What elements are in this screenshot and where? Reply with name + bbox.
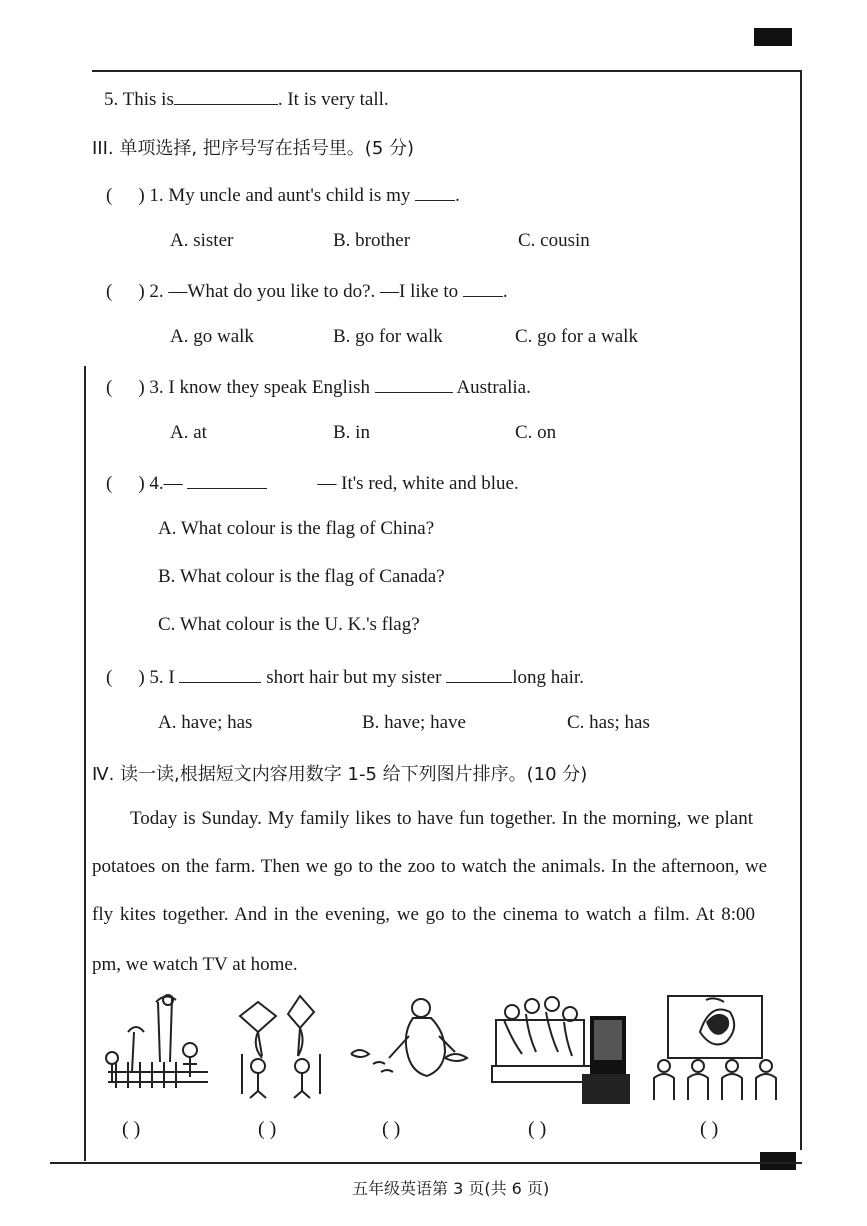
fill-question-5-before: 5. This is xyxy=(104,89,174,110)
mc-question-2-text: ) 2. —What do you like to do?. —I like to xyxy=(138,281,459,302)
planting-potatoes-picture xyxy=(343,996,478,1092)
option-2c[interactable]: C. go for a walk xyxy=(515,326,638,347)
mc-question-2-tail: . xyxy=(502,281,508,302)
mc-question-5-tail: long hair. xyxy=(512,667,584,688)
picture-1-answer[interactable]: ( ) xyxy=(122,1118,141,1140)
open-paren: ( xyxy=(106,473,113,494)
passage-line-4: pm, we watch TV at home. xyxy=(92,954,298,975)
option-4a[interactable]: A. What colour is the flag of China? xyxy=(158,518,435,539)
option-1c[interactable]: C. cousin xyxy=(518,230,590,251)
answer-blank[interactable] xyxy=(187,470,267,489)
mc-question-5 xyxy=(106,664,584,689)
option-4c[interactable]: C. What colour is the U. K.'s flag? xyxy=(158,614,420,635)
mc-question-1 xyxy=(106,182,460,207)
mc-question-5-mid: short hair but my sister xyxy=(266,667,442,688)
picture-2-answer[interactable]: ( ) xyxy=(258,1118,277,1140)
passage-line-3: fly kites together. And in the evening, we go to the cinema to watch a film. At 8:00 xyxy=(92,904,755,925)
mc-question-1-text: ) 1. My uncle and aunt's child is my xyxy=(138,185,411,206)
answer-blank[interactable] xyxy=(375,374,453,393)
mc-question-4 xyxy=(106,470,519,495)
section-3-heading: III. 单项选择, 把序号写在括号里。(5 分) xyxy=(92,138,415,159)
mc-question-5-text: ) 5. I xyxy=(138,667,175,688)
passage-line-2: potatoes on the farm. Then we go to the zoo to watch the animals. In the afternoon, we xyxy=(92,856,768,877)
fill-question-5 xyxy=(104,86,389,111)
picture-5-answer[interactable]: ( ) xyxy=(700,1118,719,1140)
cinema-picture xyxy=(646,992,786,1100)
option-2a[interactable]: A. go walk xyxy=(170,326,254,347)
right-rule xyxy=(800,70,802,1150)
option-2b[interactable]: B. go for walk xyxy=(333,326,443,347)
mc-question-3-text: ) 3. I know they speak English xyxy=(138,377,370,398)
left-rule xyxy=(84,366,86,1161)
option-3c[interactable]: C. on xyxy=(515,422,557,443)
passage-line-1: Today is Sunday. My family likes to have fun together. In the morning, we plant xyxy=(130,808,754,829)
watching-tv-picture xyxy=(490,990,635,1108)
mc-question-3-tail: Australia. xyxy=(456,377,531,398)
answer-blank[interactable] xyxy=(463,278,503,297)
flying-kites-picture xyxy=(236,994,326,1100)
option-1b[interactable]: B. brother xyxy=(333,230,411,251)
answer-blank[interactable] xyxy=(174,86,278,105)
fill-question-5-after: . It is very tall. xyxy=(277,89,389,110)
open-paren: ( xyxy=(106,667,113,688)
mc-question-3 xyxy=(106,374,531,399)
option-5c[interactable]: C. has; has xyxy=(567,712,650,733)
option-4b[interactable]: B. What colour is the flag of Canada? xyxy=(158,566,445,587)
answer-blank[interactable] xyxy=(415,182,455,201)
top-rule xyxy=(92,70,802,72)
option-3a[interactable]: A. at xyxy=(170,422,207,443)
picture-3-answer[interactable]: ( ) xyxy=(382,1118,401,1140)
option-5b[interactable]: B. have; have xyxy=(362,712,466,733)
corner-marker-top xyxy=(754,28,792,46)
open-paren: ( xyxy=(106,185,113,206)
answer-blank[interactable] xyxy=(446,664,512,683)
page-footer: 五年级英语第 3 页(共 6 页) xyxy=(352,1179,550,1198)
zoo-animals-picture xyxy=(98,992,214,1092)
corner-marker-bottom xyxy=(760,1152,796,1170)
option-3b[interactable]: B. in xyxy=(333,422,370,443)
open-paren: ( xyxy=(106,377,113,398)
section-4-heading: Ⅳ. 读一读,根据短文内容用数字 1-5 给下列图片排序。(10 分) xyxy=(92,764,588,785)
mc-question-4-text: ) 4.— xyxy=(138,473,183,494)
option-5a[interactable]: A. have; has xyxy=(158,712,253,733)
mc-question-1-tail: . xyxy=(455,185,460,206)
open-paren: ( xyxy=(106,281,113,302)
answer-blank[interactable] xyxy=(179,664,261,683)
mc-question-2 xyxy=(106,278,508,303)
picture-4-answer[interactable]: ( ) xyxy=(528,1118,547,1140)
option-1a[interactable]: A. sister xyxy=(170,230,234,251)
bottom-rule xyxy=(50,1162,802,1164)
mc-question-4-tail: — It's red, white and blue. xyxy=(317,473,519,494)
